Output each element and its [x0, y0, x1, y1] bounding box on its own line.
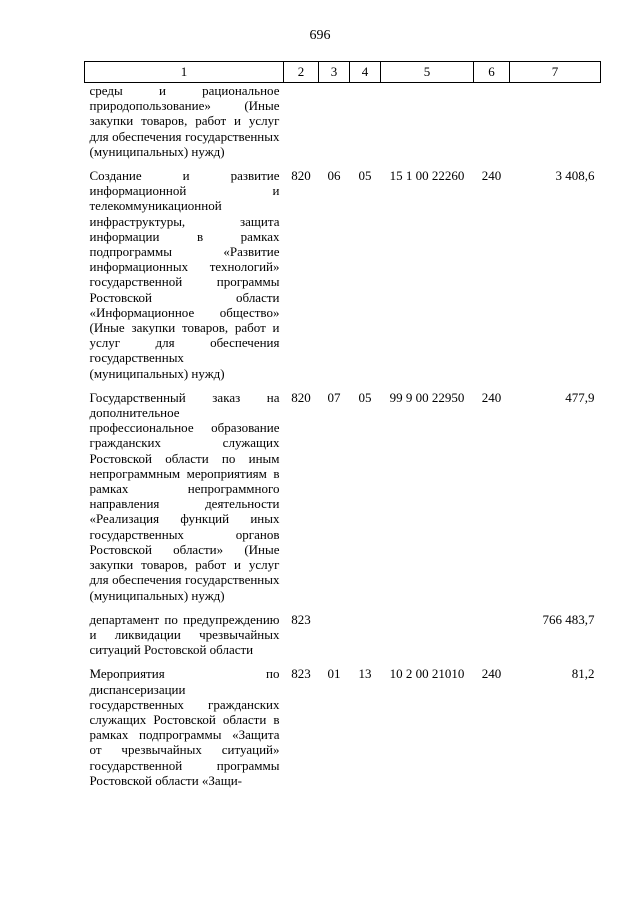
- header-col-4: 4: [350, 62, 381, 83]
- row-vr: 240: [481, 389, 502, 405]
- row-pr: 05: [358, 389, 372, 405]
- header-row: [85, 62, 601, 83]
- row-name: среды и рациональное природопользование» (Иные закупки товаров, работ и услуг для обеспечения государственных (муниципальных) нужд): [89, 83, 280, 159]
- page-number: 696: [309, 28, 331, 43]
- row-ved: 823: [291, 611, 311, 627]
- row-pr: [350, 612, 381, 667]
- header-col-3: 3: [319, 62, 350, 83]
- row-csr: 10 2 00 21010: [389, 666, 465, 682]
- header-col-1: 1: [85, 62, 284, 83]
- row-rz: [319, 83, 350, 169]
- table-row: [85, 666, 601, 797]
- header-col-6: 6: [474, 62, 510, 83]
- row-csr: 15 1 00 22260: [389, 168, 465, 184]
- row-rz: 06: [327, 168, 341, 184]
- table-row: [85, 390, 601, 612]
- table-row: [85, 612, 601, 667]
- row-pr: 13: [358, 666, 372, 682]
- row-ved: 820: [291, 168, 311, 184]
- row-ved: [284, 83, 319, 169]
- row-sum: 81,2: [571, 666, 595, 682]
- row-rz: 01: [327, 666, 341, 682]
- row-csr: 99 9 00 22950: [389, 389, 465, 405]
- row-csr: [381, 83, 474, 169]
- table-row: [85, 168, 601, 390]
- row-pr: [350, 83, 381, 169]
- row-name: департамент по предупреждению и ликвидации чрезвычайных ситуаций Ростовской области: [89, 611, 280, 658]
- table-row: [85, 83, 601, 169]
- row-sum: 3 408,6: [555, 168, 595, 184]
- row-rz: 07: [327, 389, 341, 405]
- row-ved: 823: [291, 666, 311, 682]
- row-sum: [510, 83, 601, 169]
- row-name: Мероприятия по диспансеризации государственных гражданских служащих Ростовской области в рамках подпрограммы «Защита от чрезвычайных ситуаций» государственной программы Ростовской области «Защи-: [89, 666, 280, 788]
- row-ved: 820: [291, 389, 311, 405]
- row-name: Создание и развитие информационной и телекоммуникационной инфраструктуры, защита информации в рамках подпрограммы «Развитие информационных технологий» государственной программы Ростовской области «Информационное общество» (Иные закупки товаров, работ и услуг для обеспечения государственных (муниципальных) нужд): [89, 168, 280, 381]
- row-sum: 766 483,7: [542, 611, 595, 627]
- row-vr: [474, 612, 510, 667]
- budget-table: [84, 61, 601, 797]
- row-vr: [474, 83, 510, 169]
- row-rz: [319, 612, 350, 667]
- header-col-2: 2: [284, 62, 319, 83]
- row-vr: 240: [481, 168, 502, 184]
- row-sum: 477,9: [565, 389, 595, 405]
- header-col-5: 5: [381, 62, 474, 83]
- row-name: Государственный заказ на дополнительное профессиональное образование гражданских служащих Ростовской области по иным непрограммным мероприятиям в рамках непрограммного направления деятельности «Реализация функций иных государственных органов Ростовской области» (Иные закупки товаров, работ и услуг для обеспечения государственных (муниципальных) нужд): [89, 389, 280, 603]
- row-csr: [381, 612, 474, 667]
- header-col-7: 7: [510, 62, 601, 83]
- row-pr: 05: [358, 168, 372, 184]
- row-vr: 240: [481, 666, 502, 682]
